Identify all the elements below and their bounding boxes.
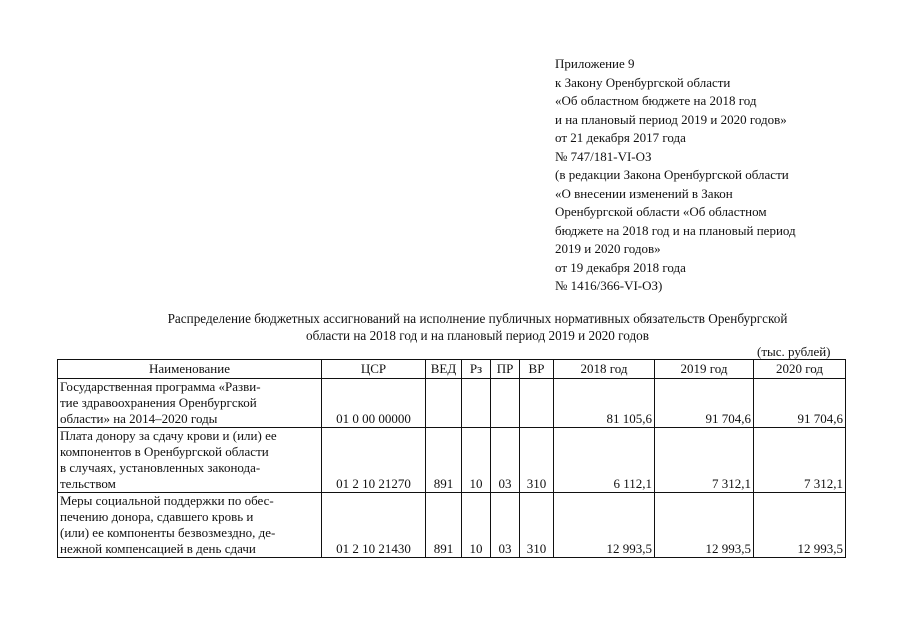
row-name-line: тельством	[60, 476, 116, 491]
appendix-line: бюджете на 2018 год и на плановый период	[555, 222, 796, 238]
row-vr	[520, 379, 554, 428]
row-ved: 891	[426, 493, 462, 558]
appendix-line: «Об областном бюджете на 2018 год	[555, 93, 757, 108]
header-cell-rz: Рз	[462, 360, 491, 379]
row-name-line: нежной компенсацией в день сдачи	[60, 541, 256, 556]
row-pr	[491, 379, 520, 428]
row-name-line: компонентов в Оренбургской области	[60, 444, 269, 459]
row-vr: 310	[520, 493, 554, 558]
row-2019: 7 312,1	[655, 428, 754, 493]
row-csr: 01 2 10 21430	[322, 493, 426, 558]
row-2019: 91 704,6	[655, 379, 754, 428]
row-ved	[426, 379, 462, 428]
table-row	[58, 493, 846, 558]
row-rz: 10	[462, 493, 491, 558]
row-pr: 03	[491, 428, 520, 493]
appendix-block	[555, 55, 855, 296]
row-name-line: печению донора, сдавшего кровь и	[60, 509, 254, 524]
row-2020: 91 704,6	[754, 379, 846, 428]
appendix-line: от 21 декабря 2017 года	[555, 130, 686, 145]
row-name-line: тие здравоохранения Оренбургской	[60, 395, 257, 410]
row-csr: 01 2 10 21270	[322, 428, 426, 493]
header-cell-vr: ВР	[520, 360, 554, 379]
header-cell-2020: 2020 год	[754, 360, 846, 379]
appendix-line: (в редакции Закона Оренбургской области	[555, 167, 789, 182]
row-name-line: области» на 2014–2020 годы	[60, 411, 218, 426]
row-name-line: в случаях, установленных законода-	[60, 460, 261, 475]
row-csr: 01 0 00 00000	[322, 379, 426, 428]
row-name-line: Государственная программа «Разви-	[60, 379, 261, 394]
row-2020: 12 993,5	[754, 493, 846, 558]
appendix-line: № 747/181-VI-ОЗ	[555, 148, 652, 164]
appendix-line: № 1416/366-VI-ОЗ)	[555, 278, 663, 293]
row-rz	[462, 379, 491, 428]
title-line: области на 2018 год и на плановый период 2019 и 2020 годов	[305, 328, 649, 343]
header-cell-pr: ПР	[491, 360, 520, 379]
header-row	[58, 360, 846, 379]
row-ved: 891	[426, 428, 462, 493]
row-name	[58, 493, 322, 558]
appendix-line: от 19 декабря 2018 года	[555, 259, 686, 275]
appendix-line: «О внесении изменений в Закон	[555, 185, 733, 201]
document-title	[110, 310, 845, 344]
row-2020: 7 312,1	[754, 428, 846, 493]
row-2018: 6 112,1	[554, 428, 655, 493]
row-rz: 10	[462, 428, 491, 493]
appendix-line: Приложение 9	[555, 56, 635, 71]
appropriations-table	[57, 359, 846, 558]
row-2018: 81 105,6	[554, 379, 655, 428]
header-cell-ved: ВЕД	[426, 360, 462, 379]
row-name-line: (или) ее компоненты безвозмездно, де-	[60, 525, 276, 540]
row-vr: 310	[520, 428, 554, 493]
title-line: Распределение бюджетных ассигнований на исполнение публичных нормативных обязательств Оренбургской	[167, 311, 788, 326]
row-name-line: Плата донору за сдачу крови и (или) ее	[60, 428, 277, 443]
row-2019: 12 993,5	[655, 493, 754, 558]
appendix-line: и на плановый период 2019 и 2020 годов»	[555, 111, 787, 127]
header-cell-2018: 2018 год	[554, 360, 655, 379]
units-label: (тыс. рублей)	[757, 344, 831, 359]
table-row	[58, 428, 846, 493]
table-row	[58, 379, 846, 428]
header-cell-name: Наименование	[58, 360, 322, 379]
appendix-line: Оренбургской области «Об областном	[555, 204, 767, 219]
row-2018: 12 993,5	[554, 493, 655, 558]
appendix-line: 2019 и 2020 годов»	[555, 241, 661, 256]
row-name	[58, 428, 322, 493]
row-name-line: Меры социальной поддержки по обес-	[60, 493, 274, 508]
appendix-line: к Закону Оренбургской области	[555, 74, 731, 90]
row-pr: 03	[491, 493, 520, 558]
row-name	[58, 379, 322, 428]
header-cell-csr: ЦСР	[322, 360, 426, 379]
header-cell-2019: 2019 год	[655, 360, 754, 379]
